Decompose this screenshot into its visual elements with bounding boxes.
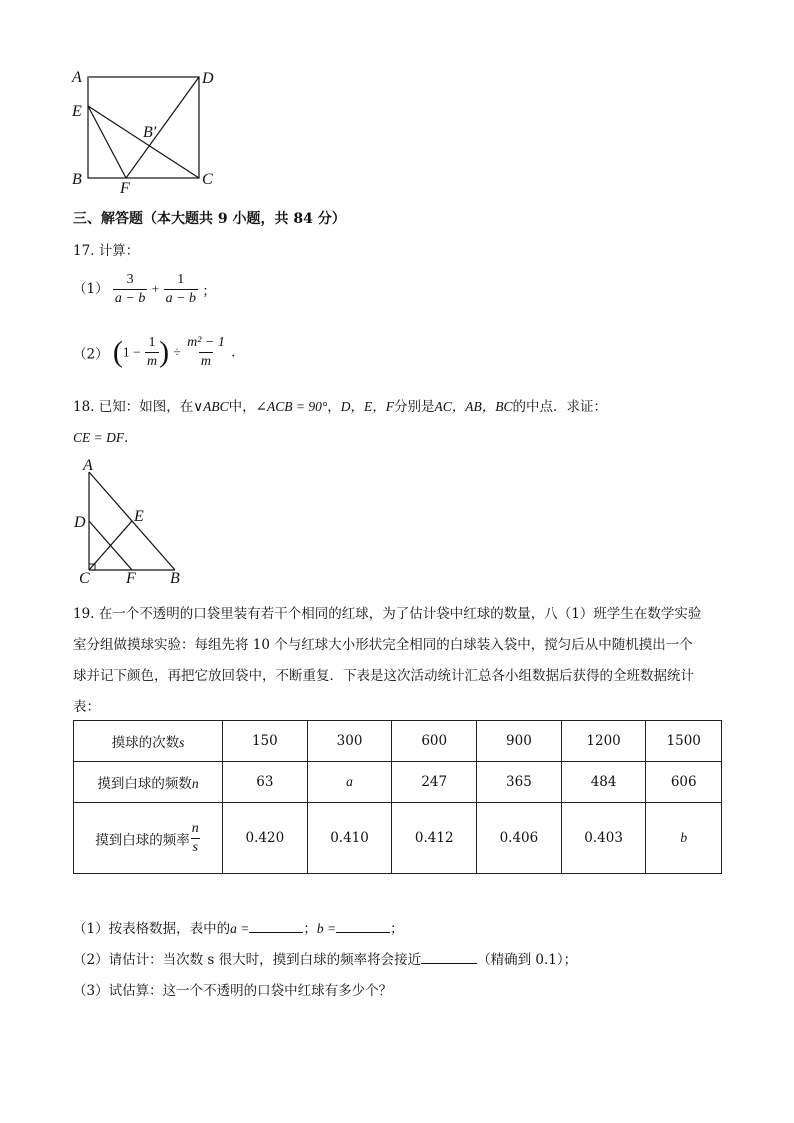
label-c2: C — [79, 570, 90, 585]
table-row — [74, 721, 722, 762]
table-cell: 150 — [223, 721, 308, 762]
q17-part1-frac2 — [164, 271, 198, 308]
q17-number: 17. — [73, 243, 95, 259]
q19-line4: 表： — [73, 699, 100, 715]
q18-end: ． — [124, 430, 138, 446]
q17-part2-frac-den: m — [200, 354, 212, 369]
label-b-prime: B′ — [143, 124, 157, 141]
q18-prefix: 18. 已知：如图，在 — [73, 399, 194, 415]
label-a: A — [72, 69, 82, 86]
q17-part1 — [73, 271, 216, 308]
q19-sub2 — [73, 948, 577, 968]
q18-suffix: 的中点．求证： — [512, 399, 607, 415]
table-cell: 900 — [477, 721, 562, 762]
row3-frac-den: s — [192, 839, 198, 855]
label-e: E — [72, 103, 82, 120]
q18-triangle: ∨ABC — [193, 399, 229, 414]
q18-equation: CE = DF — [73, 430, 125, 445]
row3-head — [74, 803, 223, 874]
q18-angle: ∠ACB = 90° — [255, 399, 328, 414]
q19-sub3: （3）试估算：这一个不透明的口袋中红球有多少个？ — [73, 983, 393, 999]
q17-part2-frac — [185, 334, 227, 371]
table-cell: 63 — [223, 762, 308, 803]
q17-part1-frac2-den: a − b — [165, 291, 197, 306]
q19-line3: 球并记下颜色，再把它放回袋中，不断重复．下表是这次活动统计汇总各小组数据后获得的全班数据统计 — [73, 668, 694, 684]
q17-part2-label: （2） — [73, 346, 109, 363]
q18-points: D，E，F — [340, 399, 394, 414]
q18-mid3: 分别是 — [393, 399, 435, 415]
table-cell: 1500 — [646, 721, 722, 762]
row3-head-frac — [190, 820, 201, 857]
q17-part1-end: ； — [202, 283, 216, 300]
figure-right-triangle — [70, 455, 190, 585]
q17-part2-inner-num: 1 — [148, 335, 156, 350]
q17-part1-frac2-num: 1 — [177, 272, 185, 287]
q18-mid2: ， — [327, 399, 341, 415]
q17-part1-frac1-den: a − b — [114, 291, 146, 306]
q17-part2-one: 1 − — [122, 344, 141, 360]
q17-part1-label: （1） — [73, 281, 109, 297]
q17-part2-inner-den: m — [146, 354, 158, 369]
table-cell: b — [646, 803, 722, 874]
row3-frac-num: n — [191, 820, 199, 836]
q17-part1-frac1 — [113, 271, 147, 308]
table-cell: 484 — [561, 762, 646, 803]
q19-line1: 19. 在一个不透明的口袋里装有若干个相同的红球，为了估计袋中红球的数量，八（1）班学生在数学实验 — [73, 606, 702, 622]
table-cell: a — [307, 762, 392, 803]
q19-sub1 — [73, 917, 404, 937]
row1-head — [74, 721, 223, 762]
q17-part1-frac1-num: 3 — [126, 272, 134, 287]
table-cell: 300 — [307, 721, 392, 762]
figure-square-fold — [66, 66, 226, 196]
section-title: 三、解答题（本大题共 9 小题，共 84 分） — [73, 211, 346, 227]
label-d: D — [202, 70, 214, 87]
q19-sub1-sep: ； — [303, 921, 317, 937]
q19-sub2-prefix: （2）请估计：当次数 s 很大时，摸到白球的频率将会接近 — [73, 952, 422, 968]
row1-head-var: s — [179, 735, 185, 750]
segment-fd — [126, 77, 199, 178]
label-c: C — [202, 171, 213, 188]
label-f2: F — [126, 570, 136, 585]
q17-part2-inner-frac — [145, 334, 159, 371]
row1-head-text: 摸球的次数 — [111, 735, 180, 751]
table-cell: 0.410 — [307, 803, 392, 874]
table-row — [74, 803, 722, 874]
label-a2: A — [83, 457, 93, 474]
q17-part2-div: ÷ — [173, 344, 181, 360]
q18-mid1: 中， — [228, 399, 256, 415]
table-cell: 606 — [646, 762, 722, 803]
label-f: F — [120, 180, 130, 196]
q17-part2-end: . — [231, 344, 236, 361]
table-cell: 0.406 — [477, 803, 562, 874]
table-cell: 0.412 — [392, 803, 477, 874]
q17-part2-frac-num: m² − 1 — [187, 335, 225, 350]
q19-sub2-suffix: （精确到 0.1）； — [477, 952, 578, 968]
q19-sub1-b: b = — [316, 921, 337, 936]
label-b: B — [72, 171, 82, 188]
table-cell: 0.420 — [223, 803, 308, 874]
table-cell: 600 — [392, 721, 477, 762]
row2-head — [74, 762, 223, 803]
q18-sides: AC，AB，BC — [434, 399, 513, 414]
table-cell: 1200 — [561, 721, 646, 762]
table-cell: 365 — [477, 762, 562, 803]
q19-stats-table — [73, 720, 722, 874]
q17-text: 计算： — [98, 243, 140, 259]
answer-blank-frequency[interactable] — [421, 949, 477, 964]
label-e2: E — [134, 508, 144, 525]
q19-sub1-end: ； — [390, 921, 404, 937]
table-cell: 247 — [392, 762, 477, 803]
segment-ec — [88, 106, 199, 178]
table-cell: 0.403 — [561, 803, 646, 874]
row2-head-text: 摸到白球的频数 — [97, 776, 192, 792]
q18-line2 — [73, 426, 138, 446]
q19-sub1-prefix: （1）按表格数据，表中的 — [73, 921, 231, 937]
answer-blank-b[interactable] — [336, 918, 390, 933]
table-row — [74, 762, 722, 803]
row3-head-text: 摸到白球的频率 — [95, 832, 190, 848]
q19-line2: 室分组做摸球实验：每组先将 10 个与红球大小形状完全相同的白球装入袋中，搅匀后从中随机摸出一个 — [73, 637, 693, 653]
label-b2: B — [170, 570, 180, 585]
label-d2: D — [74, 514, 86, 531]
row2-head-var: n — [191, 776, 199, 791]
q18-line1 — [73, 395, 607, 415]
answer-blank-a[interactable] — [249, 918, 303, 933]
q17-part1-op: + — [151, 281, 160, 297]
segment-ef — [88, 106, 126, 178]
q19-sub1-a: a = — [230, 921, 250, 936]
q17-prompt — [73, 239, 139, 259]
q17-part2: （2） (1 − $\frac{1}{m}$ ) ÷ $\frac{\text{m² − 1}}{m}$ . — [73, 335, 236, 369]
